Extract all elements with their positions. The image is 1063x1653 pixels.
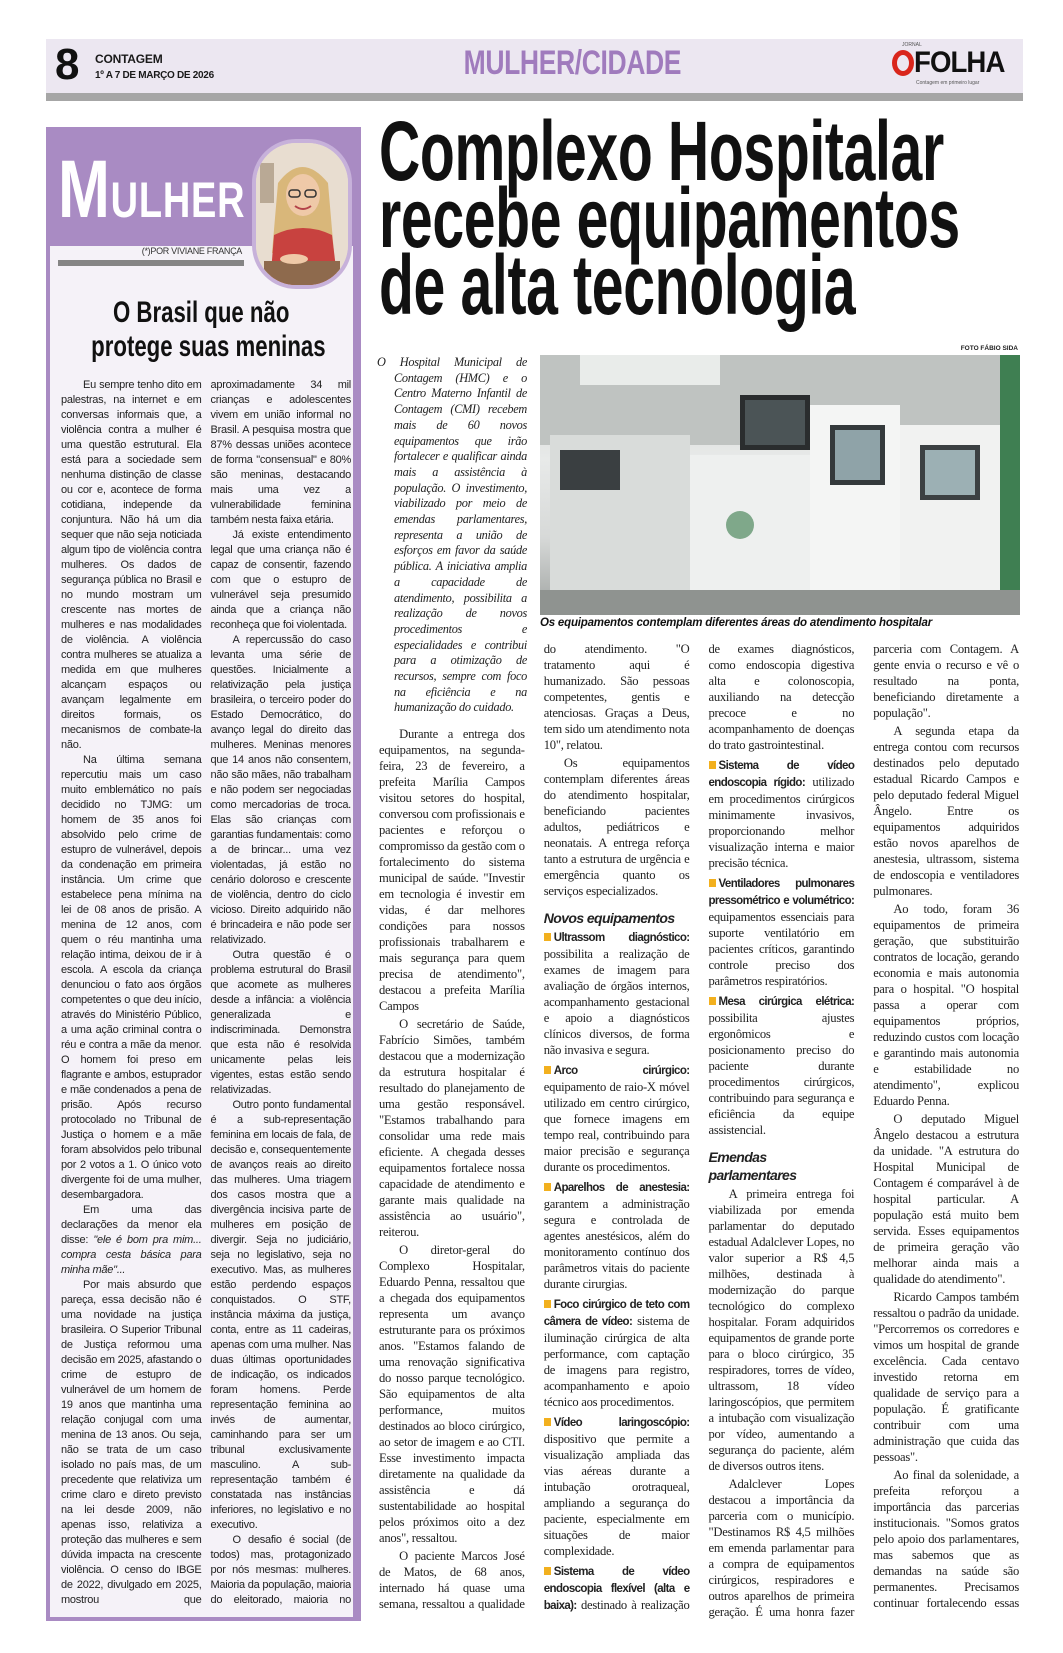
quote-lead: Em uma das declarações da menor ela disse: bbox=[61, 1204, 202, 1246]
bullet-square-icon bbox=[709, 879, 716, 887]
column-body bbox=[61, 378, 351, 1616]
byline-bar bbox=[58, 260, 244, 266]
equipment-label: Sistema de vídeo endoscopia flexível (alta e baixa): bbox=[543, 1566, 690, 1612]
equipment-item bbox=[544, 1062, 690, 1175]
equipment-item bbox=[709, 875, 855, 989]
article-paragraph: O paciente Marcos José de Matos, de 68 anos, internado há quase uma semana, ressaltou a qualidade do atendimento. "O tratamento aqui é humanizado. São pessoas competentes, gentis e atenciosas. Graças a Deus, tem sido um atendimento nota 10", relatou. bbox=[379, 642, 690, 1611]
quote-text: "ele é bom pra mim... compra cesta básica para minha mãe"... bbox=[61, 1234, 202, 1276]
equipment-label: Ultrassom diagnóstico: bbox=[553, 932, 690, 944]
headline-line-1: Complexo Hospitalar bbox=[379, 104, 944, 198]
article-paragraph: Ao todo, foram 36 equipamentos de primeira geração, que substituirão contratos de locação, gerando economia e mais autonomia para o hospital. "O hospital passa a operar com equipamentos próprios, reduzindo custos com locação e garantindo mais autonomia e estabilidade no atendimento", explicou Eduardo Penna. bbox=[873, 902, 1019, 1108]
column-title-line-1: O Brasil que não bbox=[113, 296, 290, 329]
equipment-item bbox=[544, 1414, 690, 1559]
equipment-description: garantem a administração segura e controlada de agentes anestésicos, além do monitoramento contínuo dos parâmetros vitais do paciente durante cirurgias. bbox=[543, 1197, 690, 1291]
column-paragraph: Na última semana repercutiu mais um caso muito emblemático no país decidido no TJMG: um homem de 35 anos foi absolvido pelo crime de estupro de vulnerável, depois da condenação em primeira instância. Um crime que estabelece pena mínima na lei de 08 anos de prisão. A menina de 12 anos, com quem o réu mantinha uma relação intima, deixou de ir à escola. A escola da criança denunciou o fato aos órgãos competentes o que deu início, através do Ministério Público, a uma ação criminal contra o réu e contra a mãe da menor. O homem foi preso em flagrante e ambos, estuprador e mãe condenados a pena de prisão. Após recurso protocolado no Tribunal de Justiça o homem e a mãe foram absolvidos pelo tribunal por 2 votos a 1. O único voto divergente foi de uma mulher, desembargadora. bbox=[61, 754, 202, 1201]
equipment-label: Vídeo laringoscópio: bbox=[553, 1417, 690, 1429]
equipment-description: dispositivo que permite a visualização ampliada das vias aéreas durante a intubação orotraqueal, ampliando a segurança do paciente, especialmente em situações de maior complexidade. bbox=[543, 1432, 690, 1558]
article-paragraph: O diretor-geral do Complexo Hospitalar, Eduardo Penna, ressaltou que a chegada dos equipamentos representa um avanço estruturante para os próximos anos. "Estamos falando de uma renovação significativa do nosso parque tecnológico. São equipamentos de alta performance, muitos destinados ao bloco cirúrgico, ao setor de imagem e ao CTI. Esse investimento impacta diretamente na qualidade da assistência e dá sustentabilidade ao hospital pelos próximos oito a dez anos", ressaltou. bbox=[379, 1243, 525, 1545]
bullet-square-icon bbox=[544, 1418, 551, 1426]
equipment-item bbox=[709, 757, 855, 871]
headline-line-3: de alta tecnologia bbox=[379, 238, 856, 332]
equipment-item bbox=[544, 1179, 690, 1292]
equipment-illustration bbox=[540, 355, 1020, 615]
equipment-item bbox=[544, 1296, 690, 1410]
columnist-byline: (*)POR VIVIANE FRANÇA bbox=[141, 246, 242, 256]
column-title bbox=[50, 296, 353, 364]
logo-tagline: Contagem em primeiro lugar bbox=[916, 80, 980, 86]
equipment-description: equipamento de raio-X móvel utilizado em centro cirúrgico, que fornece imagens em tempo real, contribuindo para maior precisão e segurança durante os procedimentos. bbox=[543, 1080, 690, 1174]
article-paragraph: A primeira entrega foi viabilizada por emenda parlamentar do deputado estadual Adalclever Lopes, no valor superior a R$ 4,5 milhões, destinada à modernização do parque tecnológico do complexo hospitalar. Foram adquiridos equipamentos de grande porte para o bloco cirúrgico, 35 respiradores, torres de vídeo, ultrassom, 18 vídeo laringoscópios, que permitem a intubação com visualização por vídeo, aumentando a segurança do paciente, além de diversos outros itens. bbox=[708, 1187, 855, 1473]
equipment-description: utilizado em procedimentos cirúrgicos minimamente invasivos, proporcionando melhor visualização interna e maior precisão técnica. bbox=[708, 775, 855, 870]
bullet-square-icon bbox=[544, 933, 551, 941]
edition-city: CONTAGEM bbox=[95, 52, 163, 66]
bullet-square-icon bbox=[709, 997, 716, 1005]
bullet-square-icon bbox=[544, 1567, 551, 1575]
article-paragraph: O deputado Miguel Ângelo destacou a estrutura da unidade. "A estrutura do Hospital Municipal de Contagem é comparável à de hospital particular. A população está muito bem servida. Esses equipamentos de primeira geração vão melhorar ainda mais a qualidade do atendimento". bbox=[873, 1112, 1019, 1286]
header-divider bbox=[46, 93, 1023, 101]
column-paragraph: Outra questão é o problema estrutural do Brasil que acomete as mulheres desde a infância: a violência generalizada e indiscriminada. Demonstra que esta não é resolvida unicamente pelas leis vigentes, estas estão sendo relativizadas. bbox=[210, 949, 351, 1096]
article-paragraph: Adalclever Lopes destacou a importância da parceria com o município. "Destinamos R$ 4,5 milhões em emenda parlamentar para a compra de equipamentos cirúrgicos, respiradores e outros aparelhos de primeira geração. É uma honra fazer parceria com Contagem. A gente envia o recurso e vê o resultado na ponta, beneficiando diretamente a população". bbox=[708, 642, 1019, 1619]
hospital-equipment-photo bbox=[540, 355, 1020, 615]
article-paragraph: O secretário de Saúde, Fabrício Simões, também destacou que a modernização da estrutura hospitalar é resultado do planejamento de uma gestão responsável. "Estamos trabalhando para consolidar uma rede mais eficiente. A chegada desses equipamentos fortalece nossa capacidade de atendimento e garante mais qualidade na assistência ao usuário", reiterou. bbox=[379, 1017, 525, 1239]
bullet-square-icon bbox=[544, 1300, 551, 1308]
column-title-line-2: protege suas meninas bbox=[91, 330, 326, 363]
newspaper-logo bbox=[890, 42, 1020, 92]
equipment-description: sistema de iluminação cirúrgica de alta performance, com captação de imagens para registro, acompanhamento e apoio técnico aos procedimentos. bbox=[543, 1314, 690, 1409]
article-paragraph: Ao final da solenidade, a prefeita reforçou a importância das parcerias institucionais. "Somos gratos pelo apoio dos parlamentares, mas sabemos que as demandas na saúde são permanentes. Precisamos continuar fortalecendo essas bbox=[873, 1468, 1019, 1610]
subheading-new-equipment: Novos equipamentos bbox=[543, 910, 675, 926]
subheading-amendments: Emendas parlamentares bbox=[708, 1149, 797, 1183]
photo-credit: FOTO FÁBIO SIDA bbox=[960, 345, 1018, 352]
section-title-text: MULHER/CIDADE bbox=[463, 44, 682, 82]
mulher-column-name: MULHER bbox=[58, 144, 246, 235]
equipment-description: possibilita ajustes ergonômicos e posicionamento preciso do paciente durante procedimentos cirúrgicos, contribuindo para segurança e eficiência da equipe assistencial. bbox=[708, 1011, 855, 1137]
equipment-description: possibilita a realização de exames de imagem para avaliação de órgãos internos, acompanhamento gestacional e apoio a diagnósticos clínicos diversos, de forma não invasiva e segura. bbox=[543, 947, 690, 1057]
column-paragraph-quote bbox=[61, 1203, 202, 1278]
columnist-portrait bbox=[252, 139, 352, 289]
column-paragraph: Já existe entendimento legal que uma criança não é capaz de consentir, fazendo com que o estupro de vulnerável seja presumido ainda que a criança não reconheça que foi violentada. bbox=[210, 529, 351, 631]
page-number: 8 bbox=[55, 40, 80, 89]
column-paragraph: Outro ponto fundamental é a sub-representação feminina em locais de fala, de decisão e, consequentemente de avanços reais ao direito das mulheres. Uma triagem dos casos mostra que a divergência incisiva parte de mulheres em posição de divergir. Seja no judiciário, seja no legislativo, seja no executivo. Mas, as mulheres estão perdendo espaços conquistados. O STF, instância máxima da justiça, conta, entre as 11 cadeiras, apenas com uma mulher. Nas duas últimas oportunidades de indicação, os indicados foram homens. Perde representação feminina ao invés de aumentar, caminhando para ser um tribunal exclusivamente masculino. A sub-representação também é constatada nas instâncias inferiores, no legislativo e no executivo. bbox=[210, 1099, 351, 1531]
column-paragraph: Por mais absurdo que pareça, essa decisão não é uma novidade na justiça brasileira. O Superior Tribunal de Justiça reformou uma decisão em 2025, afastando o crime de estupro de vulnerável de um homem de 19 anos que mantinha uma relação conjugal com uma menina de 13 anos. Ou seja, não se trata de um caso isolado no país mas, de um precedente que relativiza um crime claro e direto previsto na lei desde 2009, não apenas isso, relativiza a proteção das mulheres e sem dúvida impacta na crescente violência. O censo do IBGE de 2022, divulgado em 2025, mostrou que aproximadamente 34 mil crianças e adolescentes vivem em união informal no Brasil. A pesquisa mostra que 87% dessas uniões acontece de forma "consensual" e 80% são meninas, destacando mais uma vez a vulnerabilidade feminina também nesta faixa etária. bbox=[61, 379, 351, 1606]
equipment-label: Mesa cirúrgica elétrica: bbox=[718, 996, 855, 1008]
equipment-label: Foco cirúrgico de teto com câmera de vídeo: bbox=[543, 1299, 690, 1328]
article-paragraph: Os equipamentos contemplam diferentes áreas do atendimento hospitalar, beneficiando pacientes adultos, pediátricos e neonatais. A entrega reforça tanto a estrutura de urgência e emergência quanto os serviços especializados. bbox=[543, 756, 690, 898]
article-paragraph: A segunda etapa da entrega contou com recursos destinados pelo deputado estadual Ricardo Campos e pelo deputado federal Miguel Ângelo. Entre os equipamentos adquiridos estão novos aparelhos de anestesia, ultrassom, sistema de endoscopia e ventiladores pulmonares. bbox=[873, 724, 1019, 898]
logo-small-text: JORNAL bbox=[902, 42, 922, 48]
equipment-description: equipamentos essenciais para suporte ventilatório em pacientes críticos, garantindo controle preciso dos parâmetros respiratórios. bbox=[708, 910, 855, 988]
article-paragraph: Ricardo Campos também ressaltou o padrão da unidade. "Percorremos os corredores e vimos um hospital de grande excelência. Cada centavo investido retorna em qualidade de serviço para a população. É gratificante contribuir com uma administração que cuida das pessoas". bbox=[873, 1290, 1019, 1464]
article-paragraph: Durante a entrega dos equipamentos, na segunda-feira, 23 de fevereiro, a prefeita Marília Campos visitou setores do hospital, conversou com profissionais e pacientes e reforçou o compromisso da gestão com o fortalecimento do sistema municipal de saúde. "Investir em tecnologia é investir em vidas, é dar melhores condições para nossos profissionais trabalharem e mais segurança para quem precisa de atendimento", destacou a prefeita Marília Campos bbox=[379, 727, 525, 1013]
article-intro: O Hospital Municipal de Contagem (HMC) e o Centro Materno Infantil de Contagem (CMI) recebem mais de 60 novos equipamentos que irão fortalecer e qualificar ainda mais a assistência à população. O investimento, viabilizado por meio de emendas parlamentares, representa a união de esforços em favor da saúde pública. A iniciativa amplia a capacidade de atendimento, possibilita a realização de novos procedimentos e especialidades e contribui para a otimização de recursos, sempre com foco na eficiência e na humanização do cuidado. bbox=[377, 355, 527, 715]
intro-spacer bbox=[379, 641, 525, 726]
bullet-square-icon bbox=[544, 1183, 551, 1191]
article-body bbox=[379, 641, 1019, 1621]
column-paragraph: O desafio é social (de todos) mas, protagonizado por nós mesmas: mulheres. Maioria da população, maioria do eleitorado, maioria no bbox=[210, 1534, 351, 1606]
edition-date: 1º A 7 DE MARÇO DE 2026 bbox=[95, 70, 214, 81]
photo-caption: Os equipamentos contemplam diferentes áreas do atendimento hospitalar bbox=[540, 617, 932, 629]
headline-line-2: recebe equipamentos bbox=[379, 171, 960, 265]
article-headline bbox=[379, 104, 991, 332]
equipment-item bbox=[709, 993, 855, 1138]
logo-name: FOLHA bbox=[914, 46, 1005, 79]
columnist-photo bbox=[256, 143, 348, 285]
equipment-label: Aparelhos de anestesia: bbox=[553, 1182, 690, 1194]
equipment-label: Ventiladores pulmonares pressométrico e volumétrico: bbox=[708, 878, 855, 907]
equipment-description: destinado à realização de exames diagnósticos, como endoscopia digestiva alta e colonoscopia, auxiliando na detecção precoce e no acompanhamento de doenças do trato gastrointestinal. bbox=[576, 642, 855, 1612]
equipment-label: Arco cirúrgico: bbox=[553, 1065, 690, 1077]
column-paragraph: A repercussão do caso levanta uma série de questões. Inicialmente a relativização pela justiça brasileira, o terceiro poder do Estado Democrático, do avanço legal do direito das mulheres. Meninas menores que 14 anos não consentem, não são mães, não trabalham e não podem ser negociadas como mercadorias de troca. Elas são crianças com garantias fundamentais: como a de brincar... uma vez violentadas, já estão no cenário doloroso e crescente de violência, dentro do ciclo vicioso. Direito adquirido não é brincadeira e não pode ser relativizado. bbox=[210, 634, 351, 946]
equipment-label: Sistema de vídeo endoscopia rígido: bbox=[708, 760, 855, 789]
bullet-square-icon bbox=[709, 761, 716, 769]
section-title bbox=[400, 44, 745, 83]
bullet-square-icon bbox=[544, 1066, 551, 1074]
logo-ring-icon bbox=[892, 50, 914, 76]
equipment-item bbox=[544, 929, 690, 1058]
column-paragraph: Eu sempre tenho dito em palestras, na internet e em conversas informais que, a violência contra a mulher é uma questão estrutural. Ela está para a sociedade sem nenhuma distinção de classe ou cor e, acontece de forma cotidiana, independe da conjuntura. Não há um dia sequer que não seja noticiada algum tipo de violência contra mulheres. Os dados de segurança pública no Brasil e no mundo mostram um crescente nas mortes de mulheres e nas modalidades de violência. A violência contra mulheres se atualiza a medida em que mulheres alcançam espaços ou avançam legalmente em direitos formais, os mecanismos de combate-la não. bbox=[61, 379, 202, 751]
